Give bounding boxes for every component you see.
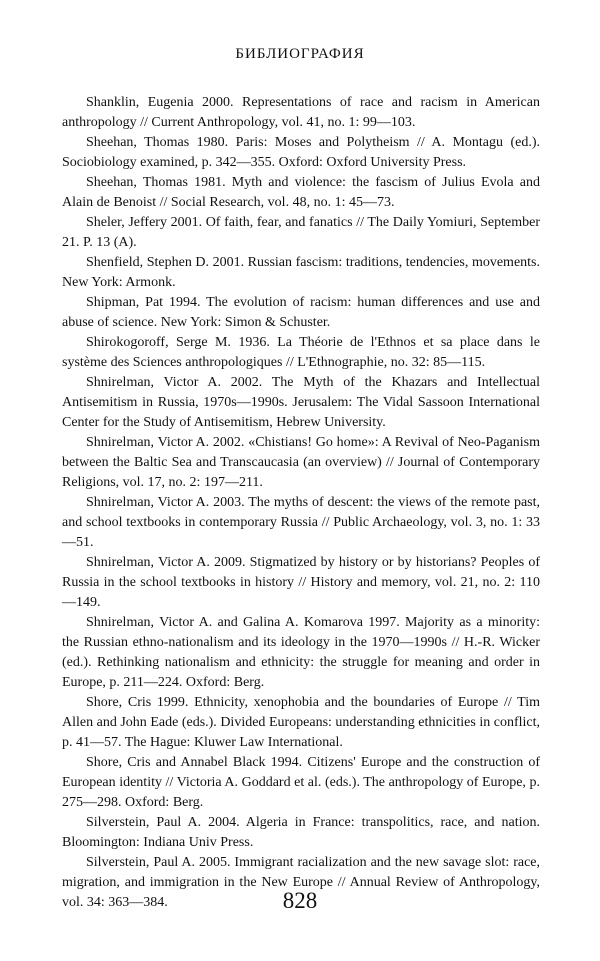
- bibliography-entry: Shore, Cris 1999. Ethnicity, xenophobia and the boundaries of Europe // Tim Allen and John Eade (eds.). Divided Europeans: understanding ethnicities in conflict, p. 41—57. The Hague: Kluwer Law International.: [62, 695, 540, 750]
- page-number: 828: [282, 888, 318, 913]
- bibliography-entry: Silverstein, Paul A. 2005. Immigrant racialization and the new savage slot: race, migration, and immigration in the New Europe // Annual Review of Anthropology, vol. 34: 363—384.: [62, 855, 540, 910]
- bibliography-entry: Shirokogoroff, Serge M. 1936. La Théorie de l'Ethnos et sa place dans le système des Sciences anthropologiques // L'Ethnographie, no. 32: 85—115.: [62, 335, 540, 370]
- bibliography-entry: Shnirelman, Victor A. 2003. The myths of descent: the views of the remote past, and school textbooks in contemporary Russia // Public Archaeology, vol. 3, no. 1: 33—51.: [62, 495, 540, 550]
- running-head: БИБЛИОГРАФИЯ: [235, 46, 365, 62]
- bibliography-entry: Shore, Cris and Annabel Black 1994. Citizens' Europe and the construction of European identity // Victoria A. Goddard et al. (eds.). The anthropology of Europe, p. 275—298. Oxford: Berg.: [62, 755, 540, 810]
- bibliography-entry: Shnirelman, Victor A. 2002. «Chistians! Go home»: A Revival of Neo-Paganism between the Baltic Sea and Transcaucasia (an overview) // Journal of Contemporary Religions, vol. 17, no. 2: 197—211.: [62, 435, 540, 490]
- bibliography-entry: Sheler, Jeffery 2001. Of faith, fear, and fanatics // The Daily Yomiuri, September 21. P. 13 (A).: [62, 215, 540, 250]
- bibliography-entry: Sheehan, Thomas 1981. Myth and violence: the fascism of Julius Evola and Alain de Benoist // Social Research, vol. 48, no. 1: 45—73.: [62, 175, 540, 210]
- bibliography-entry: Silverstein, Paul A. 2004. Algeria in France: transpolitics, race, and nation. Bloomington: Indiana Univ Press.: [62, 815, 540, 850]
- bibliography-entry: Shnirelman, Victor A. 2009. Stigmatized by history or by historians? Peoples of Russia in the school textbooks in history // History and memory, vol. 21, no. 2: 110—149.: [62, 555, 540, 610]
- bibliography-entry: Shnirelman, Victor A. 2002. The Myth of the Khazars and Intellectual Antisemitism in Russia, 1970s—1990s. Jerusalem: The Vidal Sassoon International Center for the Study of Antisemitism, Hebrew University.: [62, 375, 540, 430]
- bibliography-entry: Sheehan, Thomas 1980. Paris: Moses and Polytheism // A. Montagu (ed.). Sociobiology examined, p. 342—355. Oxford: Oxford University Press.: [62, 135, 540, 170]
- bibliography-entry: Shanklin, Eugenia 2000. Representations of race and racism in American anthropology // Current Anthropology, vol. 41, no. 1: 99—103.: [62, 95, 540, 130]
- bibliography-entry: Shipman, Pat 1994. The evolution of racism: human differences and use and abuse of science. New York: Simon & Schuster.: [62, 295, 540, 330]
- bibliography-entry: Shenfield, Stephen D. 2001. Russian fascism: traditions, tendencies, movements. New York: Armonk.: [62, 255, 540, 290]
- bibliography-list: [62, 93, 540, 913]
- bibliography-entry: Shnirelman, Victor A. and Galina A. Komarova 1997. Majority as a minority: the Russian ethno-nationalism and its ideology in the 1970—1990s // H.-R. Wicker (ed.). Rethinking nationalism and ethnicity: the struggle for meaning and order in Europe, p. 211—224. Oxford: Berg.: [62, 615, 540, 690]
